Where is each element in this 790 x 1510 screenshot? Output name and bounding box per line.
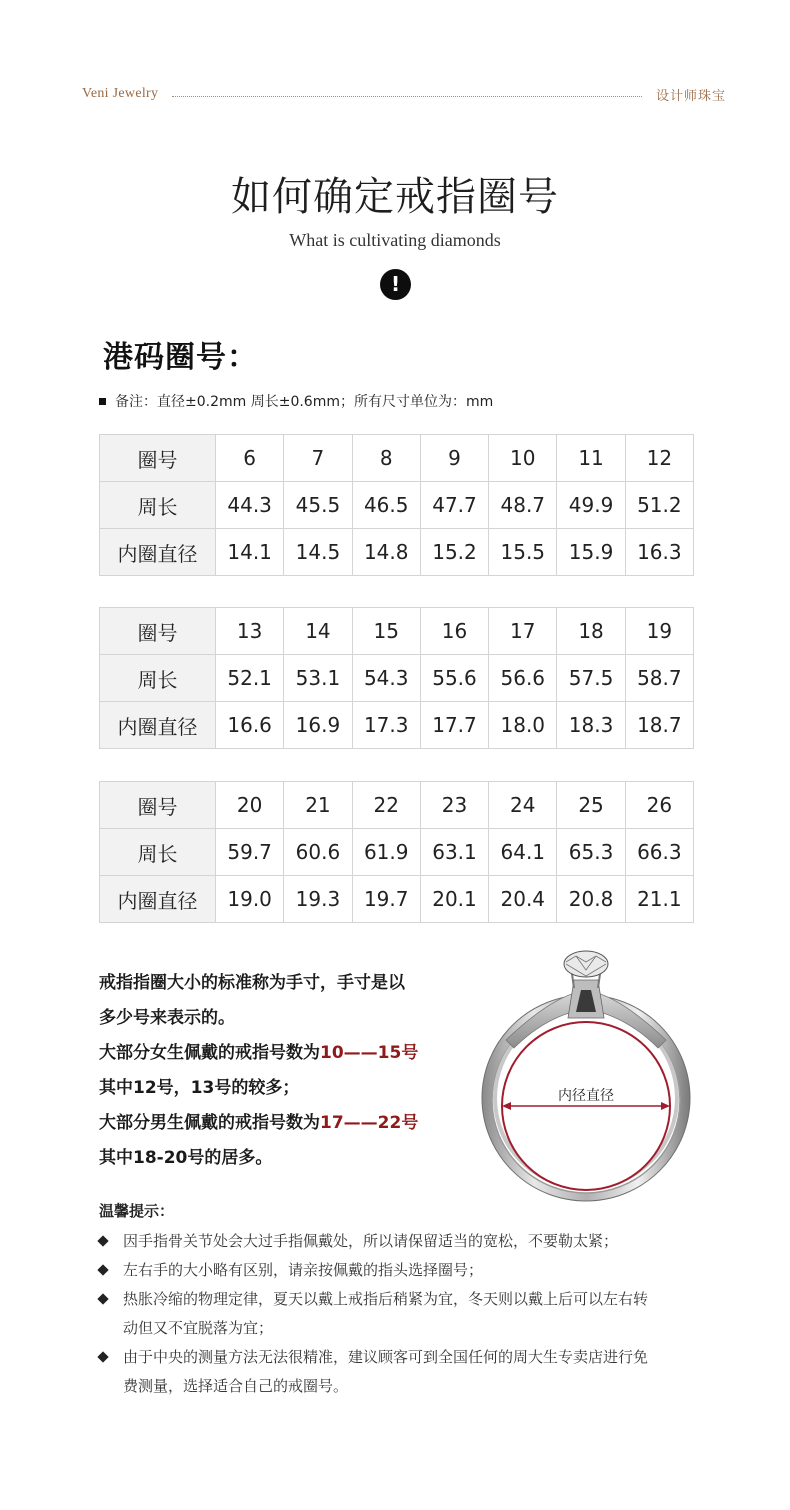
description-line (99, 1036, 479, 1071)
note-text: 备注：直径±0.2mm 周长±0.6mm；所有尺寸单位为：mm (115, 394, 494, 410)
description-text: 大部分男生佩戴的戒指号数为 (99, 1113, 320, 1133)
circumference-cell: 55.6 (420, 655, 488, 702)
header-divider (172, 96, 642, 97)
circumference-cell: 63.1 (420, 829, 488, 876)
circumference-cell: 45.5 (284, 482, 352, 529)
circumference-cell: 60.6 (284, 829, 352, 876)
size-cell: 12 (625, 435, 693, 482)
description-line: 多少号来表示的。 (99, 1008, 235, 1028)
list-item (99, 1227, 709, 1256)
diameter-cell: 16.3 (625, 529, 693, 576)
table-row (100, 655, 694, 702)
circumference-cell: 49.9 (557, 482, 625, 529)
diameter-cell: 19.7 (352, 876, 420, 923)
row-label: 周长 (100, 655, 216, 702)
circumference-cell: 46.5 (352, 482, 420, 529)
diameter-cell: 18.7 (625, 702, 693, 749)
diameter-cell: 20.4 (489, 876, 557, 923)
section-title: 港码圈号： (103, 340, 258, 375)
description-line (99, 1106, 479, 1141)
size-table-3 (99, 781, 694, 923)
brand-name: Veni Jewelry (82, 86, 159, 101)
list-item (99, 1343, 709, 1401)
list-item (99, 1256, 709, 1285)
table-row (100, 529, 694, 576)
diameter-cell: 16.9 (284, 702, 352, 749)
tip-text-continued: 费测量，选择适合自己的戒圈号。 (123, 1377, 349, 1395)
size-cell: 9 (420, 435, 488, 482)
tip-text: 左右手的大小略有区别，请亲按佩戴的指头选择圈号； (123, 1261, 484, 1279)
size-cell: 24 (489, 782, 557, 829)
exclamation-icon: ! (380, 269, 411, 300)
diameter-cell: 19.0 (216, 876, 284, 923)
square-bullet-icon (99, 398, 106, 405)
row-label: 周长 (100, 829, 216, 876)
row-label: 内圈直径 (100, 702, 216, 749)
diamond-bullet-icon (97, 1351, 108, 1362)
tips-title: 温馨提示： (99, 1202, 175, 1220)
male-size-range: 17——22号 (320, 1113, 419, 1133)
size-table-2 (99, 607, 694, 749)
diameter-cell: 21.1 (625, 876, 693, 923)
size-cell: 26 (625, 782, 693, 829)
description-text: 大部分女生佩戴的戒指号数为 (99, 1043, 320, 1063)
description-line: 其中18-20号的居多。 (99, 1148, 273, 1168)
diameter-cell: 18.3 (557, 702, 625, 749)
diamond-bullet-icon (97, 1293, 108, 1304)
diameter-cell: 17.3 (352, 702, 420, 749)
diameter-cell: 20.8 (557, 876, 625, 923)
size-table-1 (99, 434, 694, 576)
diameter-cell: 14.5 (284, 529, 352, 576)
page-title: 如何确定戒指圈号 (231, 174, 559, 220)
brand-tagline: 设计师珠宝 (655, 88, 726, 104)
table-row (100, 876, 694, 923)
size-cell: 25 (557, 782, 625, 829)
ring-illustration (478, 948, 692, 1210)
size-cell: 20 (216, 782, 284, 829)
size-cell: 6 (216, 435, 284, 482)
circumference-cell: 59.7 (216, 829, 284, 876)
size-cell: 22 (352, 782, 420, 829)
size-cell: 7 (284, 435, 352, 482)
size-cell: 16 (420, 608, 488, 655)
diameter-cell: 16.6 (216, 702, 284, 749)
size-cell: 8 (352, 435, 420, 482)
tip-text-continued: 动但又不宜脱落为宜； (123, 1319, 274, 1337)
table-row (100, 482, 694, 529)
female-size-range: 10——15号 (320, 1043, 419, 1063)
row-label: 周长 (100, 482, 216, 529)
diameter-cell: 15.5 (489, 529, 557, 576)
table-row (100, 435, 694, 482)
circumference-cell: 52.1 (216, 655, 284, 702)
size-cell: 14 (284, 608, 352, 655)
size-cell: 21 (284, 782, 352, 829)
diamond-icon (564, 951, 608, 977)
row-label: 圈号 (100, 782, 216, 829)
row-label: 内圈直径 (100, 876, 216, 923)
circumference-cell: 65.3 (557, 829, 625, 876)
description-line: 戒指指圈大小的标准称为手寸，手寸是以 (99, 973, 405, 993)
circumference-cell: 48.7 (489, 482, 557, 529)
circumference-cell: 66.3 (625, 829, 693, 876)
tip-text: 由于中央的测量方法无法很精准，建议顾客可到全国任何的周大生专卖店进行免 (123, 1348, 649, 1366)
diameter-cell: 18.0 (489, 702, 557, 749)
ring-svg (478, 948, 692, 1210)
row-label: 内圈直径 (100, 529, 216, 576)
description-line: 其中12号，13号的较多； (99, 1078, 300, 1098)
circumference-cell: 54.3 (352, 655, 420, 702)
circumference-cell: 56.6 (489, 655, 557, 702)
size-cell: 17 (489, 608, 557, 655)
table-row (100, 829, 694, 876)
table-row (100, 782, 694, 829)
row-label: 圈号 (100, 608, 216, 655)
diameter-cell: 15.2 (420, 529, 488, 576)
size-cell: 10 (489, 435, 557, 482)
diameter-cell: 19.3 (284, 876, 352, 923)
circumference-cell: 47.7 (420, 482, 488, 529)
size-cell: 15 (352, 608, 420, 655)
measurement-note (99, 391, 493, 411)
circumference-cell: 53.1 (284, 655, 352, 702)
row-label: 圈号 (100, 435, 216, 482)
size-cell: 23 (420, 782, 488, 829)
size-cell: 19 (625, 608, 693, 655)
ring-diameter-label: 内径直径 (558, 1088, 614, 1104)
diameter-cell: 20.1 (420, 876, 488, 923)
circumference-cell: 58.7 (625, 655, 693, 702)
diameter-cell: 15.9 (557, 529, 625, 576)
circumference-cell: 64.1 (489, 829, 557, 876)
tip-text: 因手指骨关节处会大过手指佩戴处，所以请保留适当的宽松，不要勒太紧； (123, 1232, 619, 1250)
size-cell: 13 (216, 608, 284, 655)
circumference-cell: 57.5 (557, 655, 625, 702)
diamond-bullet-icon (97, 1235, 108, 1246)
tips-list (99, 1227, 709, 1401)
size-description (99, 966, 479, 1176)
page-header (82, 84, 726, 104)
table-row (100, 702, 694, 749)
circumference-cell: 61.9 (352, 829, 420, 876)
size-cell: 18 (557, 608, 625, 655)
size-cell: 11 (557, 435, 625, 482)
diameter-cell: 17.7 (420, 702, 488, 749)
circumference-cell: 44.3 (216, 482, 284, 529)
list-item (99, 1285, 709, 1343)
page-subtitle: What is cultivating diamonds (289, 230, 501, 250)
diameter-cell: 14.1 (216, 529, 284, 576)
table-row (100, 608, 694, 655)
tip-text: 热胀冷缩的物理定律，夏天以戴上戒指后稍紧为宜，冬天则以戴上后可以左右转 (123, 1290, 649, 1308)
circumference-cell: 51.2 (625, 482, 693, 529)
diameter-cell: 14.8 (352, 529, 420, 576)
diamond-bullet-icon (97, 1264, 108, 1275)
